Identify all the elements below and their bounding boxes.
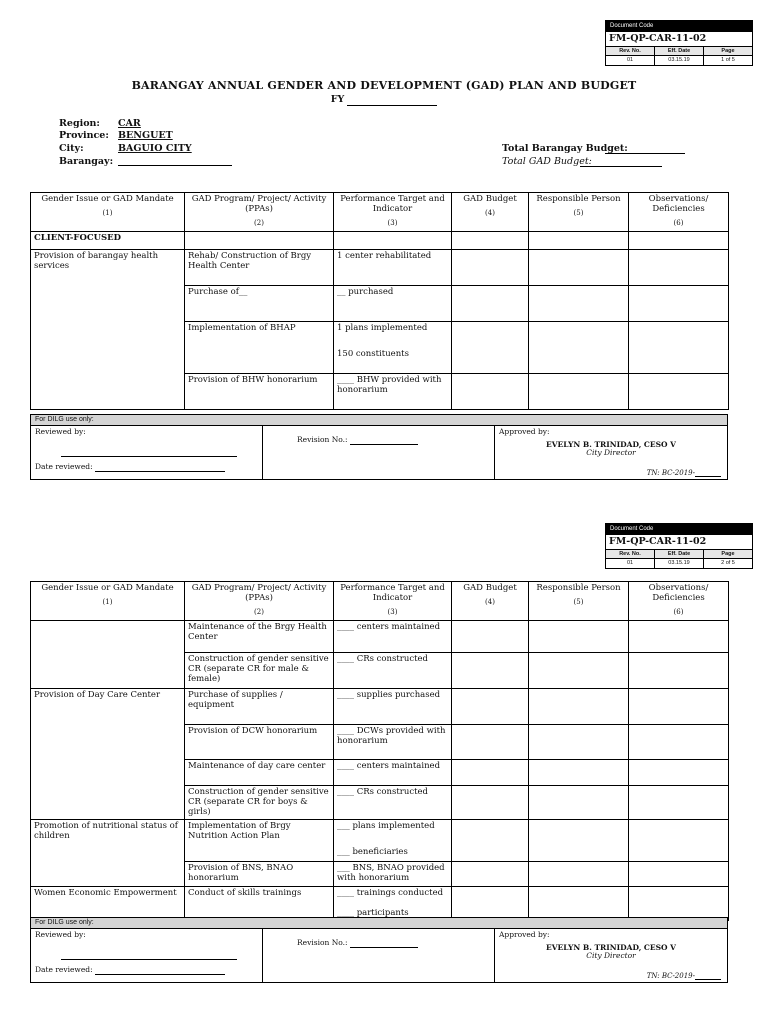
col-header-responsible-person: Responsible Person (5) <box>529 193 629 232</box>
fy-blank <box>347 97 437 106</box>
city-label: City: <box>59 143 84 154</box>
gender-issue-cell: Provision of Day Care Center <box>31 689 185 820</box>
reviewed-by-blank <box>61 449 237 457</box>
revision-no-blank <box>350 437 418 445</box>
eff-date-value: 03.15.19 <box>655 559 704 567</box>
col-header-observations: Observations/ Deficiencies (6) <box>629 582 729 621</box>
rev-no-value: 01 <box>606 56 655 64</box>
target-cell: ___ BNS, BNAO provided with honorarium <box>334 862 452 887</box>
revision-no-blank <box>350 940 418 948</box>
dilg-header: For DILG use only: <box>31 918 727 929</box>
region-value: CAR <box>118 118 141 129</box>
revision-no-label: Revision No.: <box>297 938 348 947</box>
gad-plan-table-page2 <box>30 581 729 921</box>
date-reviewed-label: Date reviewed: <box>35 965 93 975</box>
document-code-header: Document Code <box>606 524 752 535</box>
tracking-number: TN: BC-2019- <box>647 972 721 980</box>
target-cell: ____ BHW provided with honorarium <box>334 374 452 410</box>
col-header-responsible-person: Responsible Person (5) <box>529 582 629 621</box>
target-cell: ____ CRs constructed <box>334 786 452 820</box>
approver-name: EVELYN B. TRINIDAD, CESO V <box>546 439 676 449</box>
city-value: BAGUIO CITY <box>118 143 192 154</box>
col-header-gad-budget: GAD Budget (4) <box>452 582 529 621</box>
page-value: 1 of 5 <box>721 57 735 64</box>
col-header-performance-target: Performance Target and Indicator (3) <box>334 193 452 232</box>
gender-issue-cell: Provision of barangay health services <box>31 250 185 410</box>
ppa-cell: Maintenance of day care center <box>185 760 334 786</box>
total-budget-blank <box>605 153 685 154</box>
eff-date-value: 03.15.19 <box>655 56 704 64</box>
approver-title: City Director <box>586 448 636 458</box>
gender-issue-cell: Women Economic Empowerment <box>31 886 185 921</box>
ppa-cell: Rehab/ Construction of Brgy Health Center <box>185 250 334 286</box>
target-cell: 1 center rehabilitated <box>334 250 452 286</box>
ppa-cell: Provision of BHW honorarium <box>185 374 334 410</box>
barangay-label: Barangay: <box>59 156 114 167</box>
eff-date-label: Eff. Date <box>655 47 704 55</box>
dilg-header: For DILG use only: <box>31 415 727 426</box>
page-label: Page <box>721 48 735 54</box>
ppa-cell: Purchase of__ <box>185 286 334 322</box>
ppa-cell: Implementation of BHAP <box>185 322 334 374</box>
approved-by-label: Approved by: <box>499 427 550 436</box>
gender-issue-cell: Promotion of nutritional status of children <box>31 820 185 887</box>
col-header-ppa: GAD Program/ Project/ Activity (PPAs) (2) <box>185 582 334 621</box>
reviewed-by-label: Reviewed by: <box>35 427 86 436</box>
ppa-cell: Conduct of skills trainings <box>185 886 334 921</box>
rev-no-label: Rev. No. <box>606 47 655 55</box>
date-reviewed-blank <box>95 464 225 472</box>
target-cell: ____ trainings conducted ____ participants <box>334 886 452 921</box>
ppa-cell: Implementation of Brgy Nutrition Action Plan <box>185 820 334 862</box>
document-code-box <box>605 523 753 569</box>
date-reviewed-label: Date reviewed: <box>35 462 93 472</box>
approver-name: EVELYN B. TRINIDAD, CESO V <box>546 942 676 952</box>
gender-issue-cell <box>31 621 185 689</box>
rev-no-value: 01 <box>606 559 655 567</box>
reviewed-by-blank <box>61 952 237 960</box>
gad-budget-blank <box>580 166 662 167</box>
eff-date-label: Eff. Date <box>655 550 704 558</box>
province-label: Province: <box>59 130 109 141</box>
total-barangay-budget: Total Barangay Budget: <box>502 143 628 154</box>
fy-label: FY <box>330 94 345 105</box>
ppa-cell: Construction of gender sensitive CR (separate CR for male & female) <box>185 653 334 689</box>
rev-no-label: Rev. No. <box>606 550 655 558</box>
ppa-cell: Maintenance of the Brgy Health Center <box>185 621 334 653</box>
section-client-focused: CLIENT-FOCUSED <box>31 232 185 250</box>
barangay-blank <box>118 165 232 166</box>
ppa-cell: Provision of DCW honorarium <box>185 725 334 760</box>
col-header-ppa: GAD Program/ Project/ Activity (PPAs) (2) <box>185 193 334 232</box>
province-value: BENGUET <box>118 130 173 141</box>
revision-no-label: Revision No.: <box>297 435 348 444</box>
target-cell: ____ supplies purchased <box>334 689 452 725</box>
page-label: Page <box>721 551 735 557</box>
dilg-use-only-box <box>30 414 728 480</box>
target-cell: __ purchased <box>334 286 452 322</box>
total-gad-budget: Total GAD Budget: <box>502 156 592 167</box>
target-cell: ___ plans implemented ___ beneficiaries <box>334 820 452 862</box>
ppa-cell: Provision of BNS, BNAO honorarium <box>185 862 334 887</box>
document-code: FM-QP-CAR-11-02 <box>606 32 752 47</box>
ppa-cell: Purchase of supplies / equipment <box>185 689 334 725</box>
document-code-box <box>605 20 753 66</box>
fiscal-year <box>0 95 768 106</box>
target-cell: ____ centers maintained <box>334 621 452 653</box>
approver-title: City Director <box>586 951 636 961</box>
document-code: FM-QP-CAR-11-02 <box>606 535 752 550</box>
ppa-cell: Construction of gender sensitive CR (separate CR for boys & girls) <box>185 786 334 820</box>
region-label: Region: <box>59 118 100 129</box>
page-title: BARANGAY ANNUAL GENDER AND DEVELOPMENT (GAD) PLAN AND BUDGET <box>131 79 637 92</box>
tracking-number: TN: BC-2019- <box>647 469 721 477</box>
date-reviewed-blank <box>95 967 225 975</box>
approved-by-label: Approved by: <box>499 930 550 939</box>
gad-plan-table-page1 <box>30 192 729 410</box>
target-cell: ____ CRs constructed <box>334 653 452 689</box>
target-cell: 1 plans implemented 150 constituents <box>334 322 452 374</box>
col-header-observations: Observations/ Deficiencies (6) <box>629 193 729 232</box>
col-header-gender-issue: Gender Issue or GAD Mandate (1) <box>31 582 185 621</box>
dilg-use-only-box <box>30 917 728 983</box>
target-cell: ____ centers maintained <box>334 760 452 786</box>
col-header-performance-target: Performance Target and Indicator (3) <box>334 582 452 621</box>
document-code-header: Document Code <box>606 21 752 32</box>
col-header-gad-budget: GAD Budget (4) <box>452 193 529 232</box>
col-header-gender-issue: Gender Issue or GAD Mandate (1) <box>31 193 185 232</box>
page-value: 2 of 5 <box>721 560 735 567</box>
reviewed-by-label: Reviewed by: <box>35 930 86 939</box>
target-cell: ____ DCWs provided with honorarium <box>334 725 452 760</box>
